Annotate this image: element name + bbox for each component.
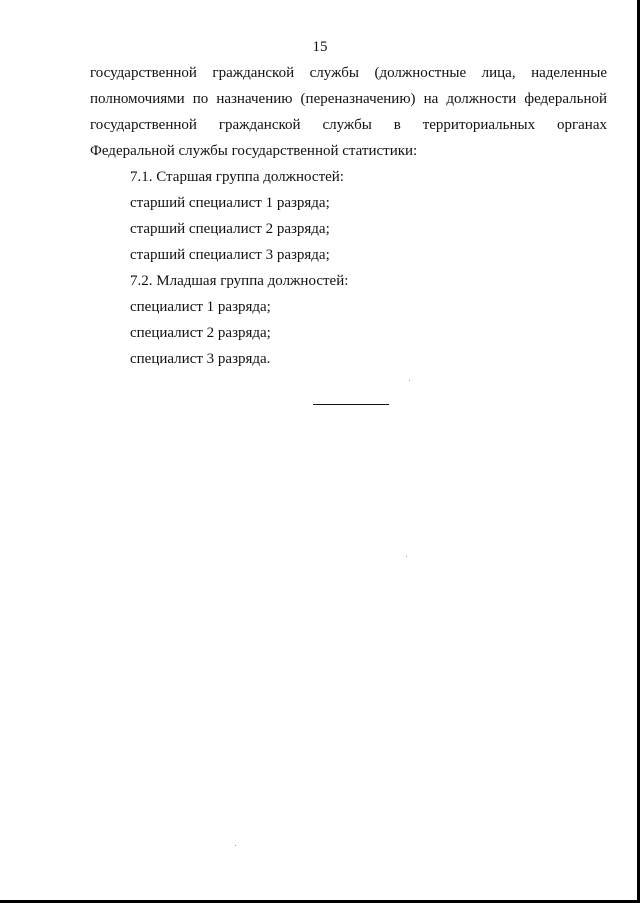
- intro-line: государственной гражданской службы (должностные лица, наделенные: [90, 65, 607, 81]
- list-item: старший специалист 1 разряда;: [130, 195, 330, 211]
- intro-line: государственной гражданской службы в территориальных органах: [90, 117, 607, 133]
- list-item: специалист 1 разряда;: [130, 299, 271, 315]
- list-item: старший специалист 2 разряда;: [130, 221, 330, 237]
- group-heading-senior: 7.1. Старшая группа должностей:: [130, 169, 344, 185]
- list-item: специалист 3 разряда.: [130, 351, 271, 367]
- scan-speck: [406, 556, 407, 557]
- intro-line: Федеральной службы государственной статистики:: [90, 143, 418, 159]
- page-number: 15: [312, 39, 328, 55]
- list-item: старший специалист 3 разряда;: [130, 247, 330, 263]
- scan-speck: [409, 380, 410, 381]
- document-body: [90, 60, 607, 372]
- scan-speck: [235, 845, 236, 846]
- group-heading-junior: 7.2. Младшая группа должностей:: [130, 273, 349, 289]
- list-item: специалист 2 разряда;: [130, 325, 271, 341]
- intro-line: полномочиями по назначению (переназначению) на должности федеральной: [90, 91, 607, 107]
- end-of-text-rule: [313, 404, 389, 405]
- intro-paragraph: [90, 60, 607, 164]
